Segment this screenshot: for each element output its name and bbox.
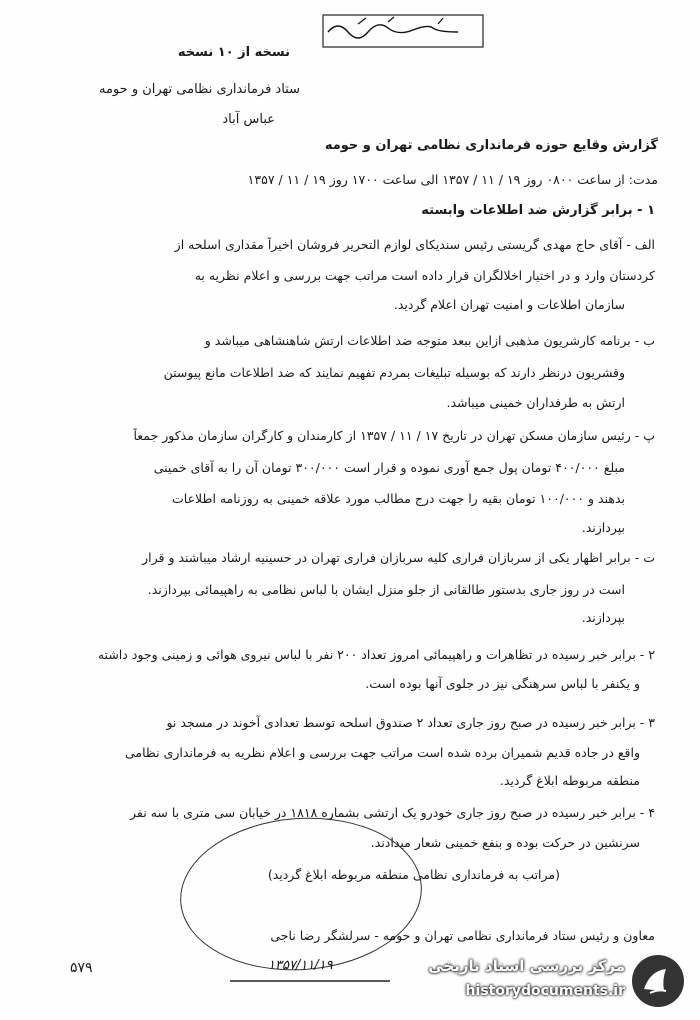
handwritten-stamp-icon	[318, 10, 488, 52]
section1-heading: ۱ - برابر گزارش ضد اطلاعات وابسته	[421, 203, 655, 218]
item-alef-line: کردستان وارد و در اختیار اخلالگران قرار داده است مراتب جهت بررسی و اعلام نظریه به	[194, 268, 655, 283]
item-alef-line: سازمان اطلاعات و امنیت تهران اعلام گردید.	[393, 297, 625, 312]
item-be-line: ب - برنامه کارشریون مذهبی ازاین ببعد متوجه ضد اطلاعات ارتش شاهنشاهی میباشد و	[204, 333, 655, 348]
archive-logo-icon	[630, 953, 686, 1009]
item-be-line: ارتش به طرفداران خمینی میباشد.	[446, 395, 625, 410]
section3-line: منطقه مربوطه ابلاغ گردید.	[499, 773, 640, 788]
watermark-name: مرکز بررسی اسناد تاریخی	[428, 957, 625, 975]
section4-line: (مراتب به فرمانداری نظامی منطقه مربوطه ابلاغ گردید)	[267, 867, 560, 882]
section2-line: ۲ - برابر خبر رسیده در تظاهرات و راهپیمائی امروز تعداد ۲۰۰ نفر با لباس نیروی هوائی و زمینی وجود داشته	[97, 647, 655, 662]
section4-line: ۴ - برابر خبر رسیده در صبح روز جاری خودرو یک ارتشی بشماره ۱۸۱۸ در خیابان سی متری با سه نفر	[130, 805, 655, 820]
item-te-line: است در روز جاری بدستور طالقانی از جلو منزل ایشان با لباس نظامی به راهپیمائی بپردازند.	[147, 582, 625, 597]
report-title: گزارش وقایع حوزه فرمانداری نظامی تهران و حومه	[324, 138, 658, 153]
date-underline-icon	[230, 975, 390, 987]
report-period: مدت: از ساعت ۰۸۰۰ روز ۱۹ / ۱۱ / ۱۳۵۷ الی ساعت ۱۷۰۰ روز ۱۹ / ۱۱ / ۱۳۵۷	[247, 172, 658, 187]
section3-line: ۳ - برابر خبر رسیده در صبح روز جاری تعداد ۲ صندوق اسلحه توسط تعدادی آخوند در مسجد نو	[166, 715, 655, 730]
page-number: ۵۷۹	[70, 960, 93, 976]
item-pe-line: بدهند و ۱۰۰/۰۰۰ تومان بقیه را جهت درج مطالب مورد علاقه خمینی به روزنامه اطلاعات	[172, 491, 625, 506]
section3-line: واقع در جاده قدیم شمیران برده شده است مراتب جهت بررسی و اعلام نظریه به فرمانداری نظامی	[124, 745, 640, 760]
watermark	[410, 945, 700, 1015]
watermark-url: historydocuments.ir	[465, 983, 625, 999]
item-pe-line: مبلغ ۴۰۰/۰۰۰ تومان پول جمع آوری نموده و قرار است ۳۰۰/۰۰۰ تومان آن را به آقای خمینی	[153, 460, 625, 475]
item-te-line: ت - برابر اظهار یکی از سربازان فراری کلیه سربازان فراری تهران در حسینیه ارشاد میباشند و قرار	[142, 550, 655, 565]
signature-line: معاون و رئیس ستاد فرمانداری نظامی تهران و حومه - سرلشگر رضا ناجی	[270, 928, 655, 943]
section2-line: و یکنفر با لباس سرهنگی نیز در جلوی آنها بوده است.	[365, 676, 640, 691]
recipient-line1: ستاد فرمانداری نظامی تهران و حومه	[99, 82, 300, 97]
item-be-line: وقشریون درنظر دارند که بوسیله تبلیغات بمردم تفهیم نمایند که ضد اطلاعات مانع پیوستن	[163, 365, 625, 380]
handwritten-date: ۱۳۵۷/۱۱/۱۹	[268, 958, 333, 973]
copy-note: نسخه از ۱۰ نسخه	[177, 45, 290, 60]
recipient-line2: عباس آباد	[222, 112, 275, 127]
item-alef-line: الف - آقای حاج مهدی گریستی رئیس سندیکای لوازم التحریر فروشان اخیراً مقداری اسلحه از	[174, 237, 655, 252]
item-te-line: بپردازند.	[581, 610, 625, 625]
section4-line: سرنشین در حرکت بوده و بنفع خمینی شعار میدادند.	[370, 835, 640, 850]
item-pe-line: بپردازند.	[581, 520, 625, 535]
item-pe-line: پ - رئیس سازمان مسکن تهران در تاریخ ۱۷ / ۱۱ / ۱۳۵۷ از کارمندان و کارگران سازمان مذکور جمعاً	[133, 428, 655, 443]
